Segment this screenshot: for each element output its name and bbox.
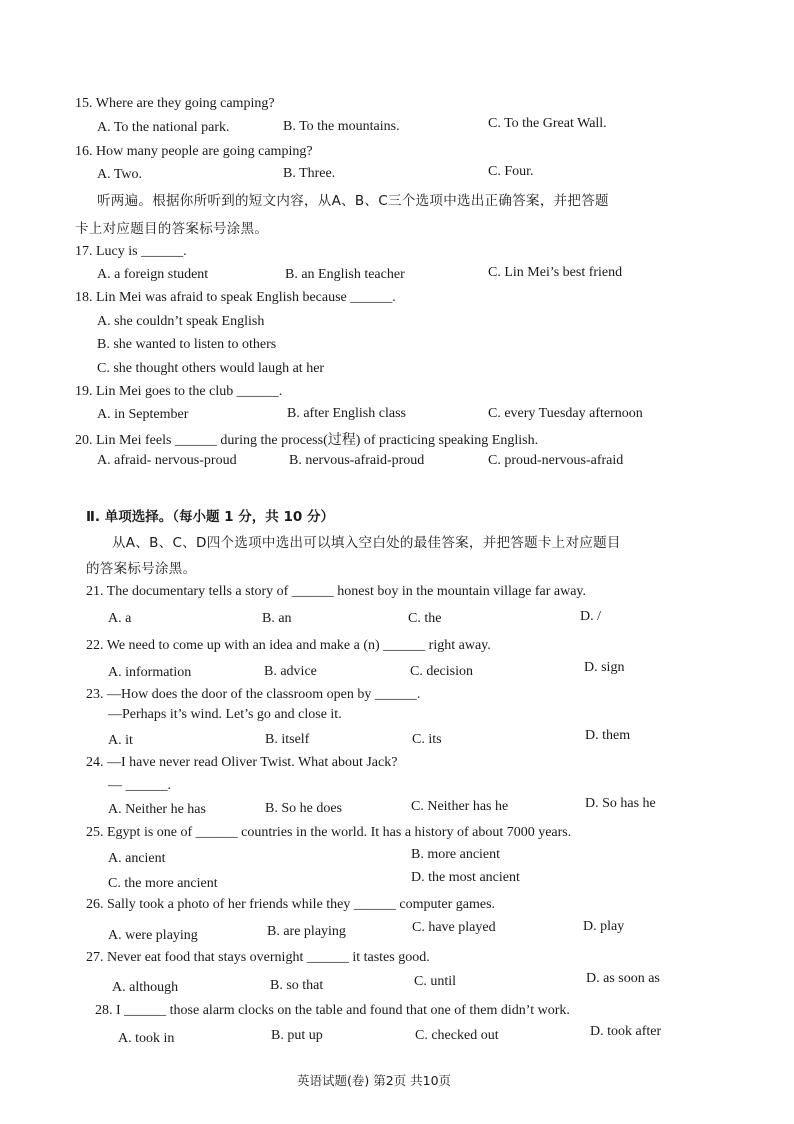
question-16-option-a: A. Two.: [97, 167, 143, 182]
question-27-option-b: B. so that: [270, 978, 324, 993]
question-16-stem: 16. How many people are going camping?: [75, 144, 313, 159]
question-15-stem: 15. Where are they going camping?: [75, 96, 275, 111]
question-24-option-d: D. So has he: [585, 796, 656, 811]
question-20-stem: 20. Lin Mei feels ______ during the process(过程) of practicing speaking English.: [75, 433, 539, 448]
question-20-option-b: B. nervous-afraid-proud: [289, 453, 425, 468]
listening-instruction-line-2: 卡上对应题目的答案标号涂黑。: [75, 221, 269, 237]
question-26-option-c: C. have played: [412, 920, 496, 935]
question-26-stem: 26. Sally took a photo of her friends while they ______ computer games.: [86, 897, 496, 912]
question-21-stem: 21. The documentary tells a story of ______ honest boy in the mountain village far away.: [86, 584, 586, 599]
question-22-option-d: D. sign: [584, 660, 625, 675]
question-23-option-a: A. it: [108, 733, 133, 748]
question-25-option-d: D. the most ancient: [411, 870, 520, 885]
question-28-option-b: B. put up: [271, 1028, 323, 1043]
listening-instruction-line-1: 听两遍。根据你所听到的短文内容，从A、B、C三个选项中选出正确答案，并把答题: [97, 193, 609, 209]
question-22-option-a: A. information: [108, 665, 192, 680]
question-26-option-a: A. were playing: [108, 928, 198, 943]
question-24-option-c: C. Neither has he: [411, 799, 509, 814]
question-23-option-d: D. them: [585, 728, 631, 743]
question-19-option-b: B. after English class: [287, 406, 406, 421]
question-24-option-a: A. Neither he has: [108, 802, 206, 817]
question-21-option-c: C. the: [408, 611, 442, 626]
question-19-option-a: A. in September: [97, 407, 189, 422]
question-23-option-c: C. its: [412, 732, 442, 747]
section-2-instruction-line-2: 的答案标号涂黑。: [86, 561, 197, 577]
section-2-heading: Ⅱ. 单项选择。（每小题 1 分，共 10 分）: [86, 509, 334, 525]
question-21-option-a: A. a: [108, 611, 132, 626]
question-28-option-a: A. took in: [118, 1031, 175, 1046]
question-22-stem: 22. We need to come up with an idea and make a (n) ______ right away.: [86, 638, 491, 653]
question-26-option-d: D. play: [583, 919, 625, 934]
question-23-stem: 23. —How does the door of the classroom open by ______.: [86, 687, 421, 702]
question-21-option-d: D. /: [580, 609, 601, 624]
question-17-option-a: A. a foreign student: [97, 267, 209, 282]
question-17-option-c: C. Lin Mei’s best friend: [488, 265, 623, 280]
question-18-stem: 18. Lin Mei was afraid to speak English because ______.: [75, 290, 396, 305]
question-25-option-b: B. more ancient: [411, 847, 501, 862]
question-22-option-c: C. decision: [410, 664, 473, 679]
question-17-option-b: B. an English teacher: [285, 267, 405, 282]
question-15-option-c: C. To the Great Wall.: [488, 116, 607, 131]
question-18-option-c: C. she thought others would laugh at her: [97, 361, 325, 376]
question-25-option-c: C. the more ancient: [108, 876, 218, 891]
question-23-stem-line-2: —Perhaps it’s wind. Let’s go and close it.: [108, 707, 342, 722]
question-16-option-c: C. Four.: [488, 164, 534, 179]
question-22-option-b: B. advice: [264, 664, 317, 679]
question-27-option-a: A. although: [112, 980, 179, 995]
question-25-stem: 25. Egypt is one of ______ countries in the world. It has a history of about 7000 years.: [86, 825, 572, 840]
question-23-option-b: B. itself: [265, 732, 310, 747]
question-28-stem: 28. I ______ those alarm clocks on the table and found that one of them didn’t work.: [95, 1003, 570, 1018]
question-20-option-a: A. afraid- nervous-proud: [97, 453, 237, 468]
question-28-option-c: C. checked out: [415, 1028, 499, 1043]
question-26-option-b: B. are playing: [267, 924, 346, 939]
section-2-instruction-line-1: 从A、B、C、D四个选项中选出可以填入空白处的最佳答案，并把答题卡上对应题目: [112, 535, 621, 551]
question-18-option-b: B. she wanted to listen to others: [97, 337, 277, 352]
question-19-option-c: C. every Tuesday afternoon: [488, 406, 643, 421]
question-24-option-b: B. So he does: [265, 801, 342, 816]
question-15-option-b: B. To the mountains.: [283, 119, 400, 134]
question-24-stem-line-2: — ______.: [108, 778, 171, 793]
question-20-option-c: C. proud-nervous-afraid: [488, 453, 624, 468]
question-16-option-b: B. Three.: [283, 166, 336, 181]
question-24-stem: 24. —I have never read Oliver Twist. What about Jack?: [86, 755, 398, 770]
question-27-option-c: C. until: [414, 974, 457, 989]
question-25-option-a: A. ancient: [108, 851, 166, 866]
question-18-option-a: A. she couldn’t speak English: [97, 314, 265, 329]
question-27-stem: 27. Never eat food that stays overnight ______ it tastes good.: [86, 950, 430, 965]
question-27-option-d: D. as soon as: [586, 971, 660, 986]
question-21-option-b: B. an: [262, 611, 292, 626]
question-15-option-a: A. To the national park.: [97, 120, 230, 135]
question-28-option-d: D. took after: [590, 1024, 662, 1039]
page-footer: 英语试题(卷) 第2页 共10页: [297, 1073, 452, 1088]
question-19-stem: 19. Lin Mei goes to the club ______.: [75, 384, 283, 399]
question-17-stem: 17. Lucy is ______.: [75, 244, 187, 259]
